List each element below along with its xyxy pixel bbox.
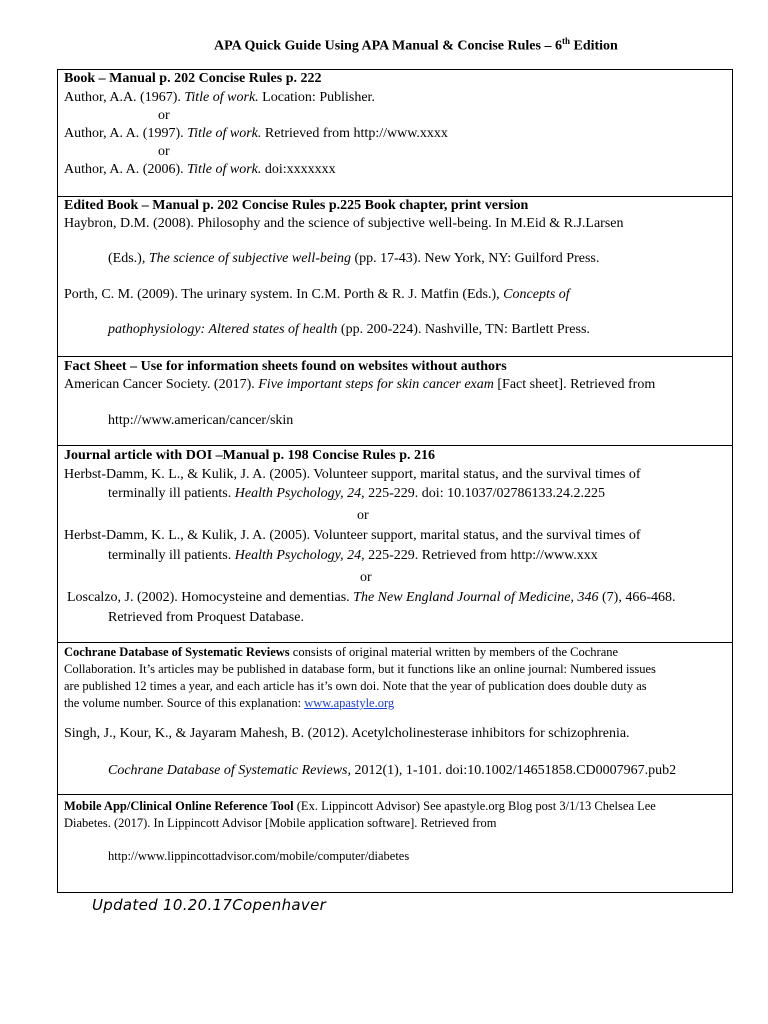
divider	[57, 794, 733, 795]
page-title: APA Quick Guide Using APA Manual & Concise Rules – 6th Edition	[214, 36, 618, 54]
section-heading: Journal article with DOI –Manual p. 198 Concise Rules p. 216	[64, 448, 436, 463]
section-heading: Cochrane Database of Systematic Reviews	[64, 645, 290, 659]
example-line: Herbst-Damm, K. L., & Kulik, J. A. (2005). Volunteer support, marital status, and the survival times of	[64, 467, 641, 482]
section-heading: Mobile App/Clinical Online Reference Tool	[64, 799, 294, 813]
example-line: Porth, C. M. (2009). The urinary system. In C.M. Porth & R. J. Matfin (Eds.), Concepts of	[64, 287, 570, 302]
example-url: http://www.lippincottadvisor.com/mobile/computer/diabetes	[108, 849, 410, 863]
divider	[57, 356, 733, 357]
or-text: or	[158, 144, 170, 159]
or-text: or	[360, 570, 372, 585]
example-line: Author, A. A. (2006). Title of work. doi:xxxxxxx	[64, 162, 336, 177]
example-line: Loscalzo, J. (2002). Homocysteine and dementias. The New England Journal of Medicine, 346 (7), 466-468.	[67, 590, 676, 605]
updated-note: Updated 10.20.17Copenhaver	[92, 896, 327, 914]
section-heading: Edited Book – Manual p. 202 Concise Rules p.225 Book chapter, print version	[64, 198, 529, 213]
section-heading: Fact Sheet – Use for information sheets found on websites without authors	[64, 359, 507, 374]
example-line: terminally ill patients. Health Psychology, 24, 225-229. doi: 10.1037/02786133.24.2.225	[108, 486, 605, 501]
example-line: Singh, J., Kour, K., & Jayaram Mahesh, B. (2012). Acetylcholinesterase inhibitors for schizophrenia.	[64, 726, 630, 741]
explanation-line: are published 12 times a year, and each article has it’s own doi. Note that the year of publication does double duty as	[64, 679, 647, 693]
divider	[57, 445, 733, 446]
example-line: (Eds.), The science of subjective well-being (pp. 17-43). New York, NY: Guilford Press.	[108, 251, 600, 266]
or-text: or	[158, 108, 170, 123]
example-line: Haybron, D.M. (2008). Philosophy and the science of subjective well-being. In M.Eid & R.J.Larsen	[64, 216, 624, 231]
explanation-line: Collaboration. It’s articles may be published in database form, but it functions like an online journal: Numbered issues	[64, 662, 656, 676]
explanation-line: Cochrane Database of Systematic Reviews consists of original material written by members of the Cochrane	[64, 645, 619, 659]
example-line: terminally ill patients. Health Psychology, 24, 225-229. Retrieved from http://www.xxx	[108, 548, 598, 563]
example-line: Author, A. A. (1997). Title of work. Retrieved from http://www.xxxx	[64, 126, 448, 141]
or-text: or	[357, 508, 369, 523]
explanation-line: Mobile App/Clinical Online Reference Tool (Ex. Lippincott Advisor) See apastyle.org Blog post 3/1/13 Chelsea Lee	[64, 799, 656, 813]
example-line: Retrieved from Proquest Database.	[108, 610, 304, 625]
apastyle-link[interactable]: www.apastyle.org	[304, 696, 395, 710]
example-line: American Cancer Society. (2017). Five important steps for skin cancer exam [Fact sheet]. Retrieved from	[64, 377, 656, 392]
example-line: pathophysiology: Altered states of health (pp. 200-224). Nashville, TN: Bartlett Press.	[108, 322, 590, 337]
example-url: http://www.american/cancer/skin	[108, 413, 294, 428]
example-line: Diabetes. (2017). In Lippincott Advisor [Mobile application software]. Retrieved from	[64, 816, 497, 830]
section-heading: Book – Manual p. 202 Concise Rules p. 222	[64, 71, 322, 86]
example-line: Author, A.A. (1967). Title of work. Location: Publisher.	[64, 90, 375, 105]
explanation-line: the volume number. Source of this explanation: www.apastyle.org	[64, 696, 395, 710]
example-line: Cochrane Database of Systematic Reviews, 2012(1), 1-101. doi:10.1002/14651858.CD0007967.pub2	[108, 763, 677, 778]
example-line: Herbst-Damm, K. L., & Kulik, J. A. (2005). Volunteer support, marital status, and the survival times of	[64, 528, 641, 543]
